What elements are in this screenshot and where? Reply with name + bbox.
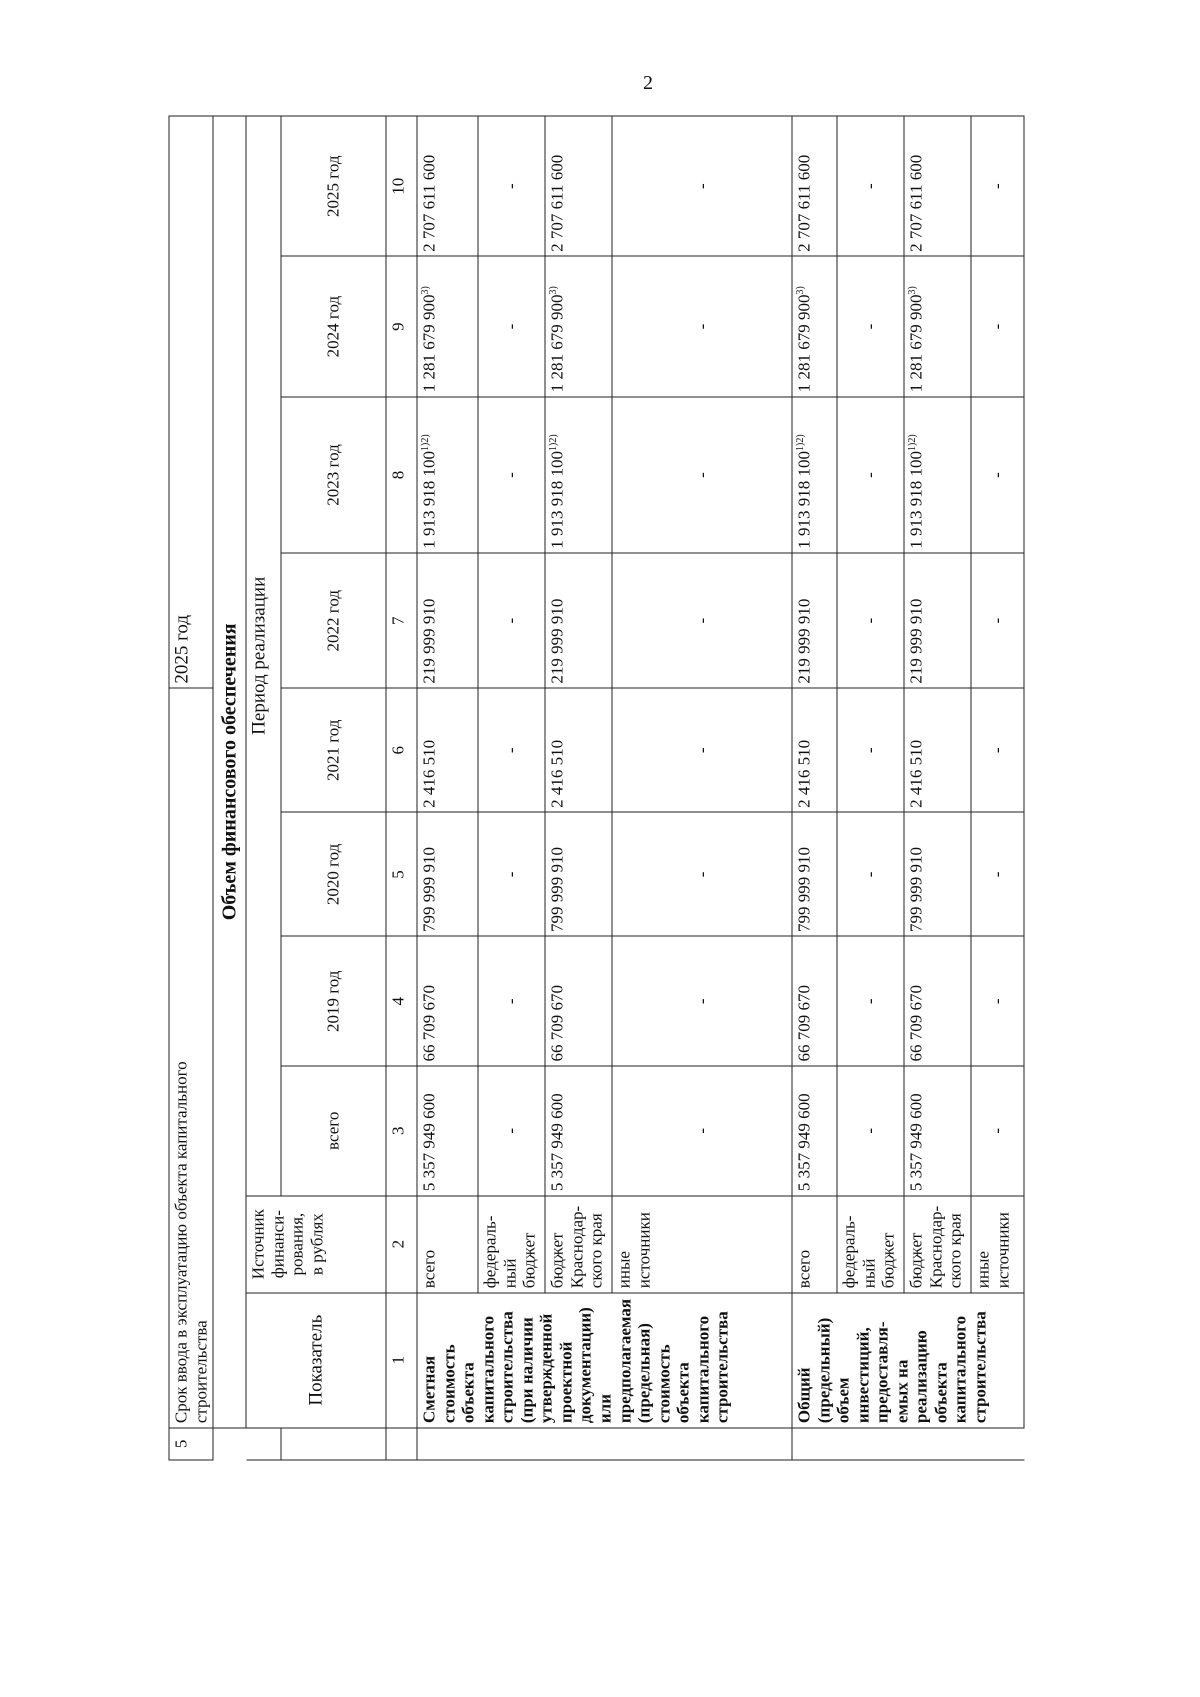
table-row (792, 116, 837, 1460)
value-cell: 1 913 918 $100^{1)2)}$ (792, 397, 837, 554)
value-cell: - (478, 116, 545, 256)
value-cell: - (478, 553, 545, 688)
value-cell: 219 999 910 (904, 553, 971, 688)
column-number-row (386, 116, 417, 1460)
value-cell: 1 281 679 900$^{3)}$ (417, 256, 478, 396)
rotated-table-container (169, 116, 1019, 1461)
value-cell: 5 357 949 600 (545, 1066, 612, 1196)
table-row (478, 116, 545, 1460)
value-cell: 799 999 910 (545, 812, 612, 936)
value-cell: - (971, 937, 1024, 1067)
value-cell: 2 416 510 (904, 688, 971, 812)
value-cell: 1 281 679 900$^{3)}$ (904, 256, 971, 396)
value-cell: - (971, 688, 1024, 812)
source-cell: бюджет Краснодар- ского края (545, 1196, 612, 1293)
value-cell: - (837, 1066, 904, 1196)
value-cell: 66 709 670 (904, 937, 971, 1067)
col-year-header: 2023 год (281, 397, 386, 554)
financing-table (169, 116, 1025, 1461)
value-cell: 219 999 910 (545, 553, 612, 688)
value-cell: 2 707 611 600 (545, 116, 612, 256)
value-cell: 5 357 949 600 (417, 1066, 478, 1196)
value-cell: - (478, 397, 545, 554)
table-row (612, 116, 792, 1460)
page-number: 2 (643, 72, 653, 94)
col-source-header: Источник финанси- рования, в рублях (246, 1196, 386, 1293)
column-number: 7 (386, 553, 417, 688)
col-year-header: 2021 год (281, 688, 386, 812)
source-cell: бюджет Краснодар- ского края (904, 1196, 971, 1293)
value-cell: - (478, 812, 545, 936)
commissioning-row-number: 5 (169, 1428, 213, 1460)
column-number: 3 (386, 1066, 417, 1196)
column-number: 4 (386, 937, 417, 1067)
value-cell: - (478, 256, 545, 396)
col-year-header: 2019 год (281, 937, 386, 1067)
column-number: 6 (386, 688, 417, 812)
source-cell: иные источники (612, 1196, 792, 1293)
value-cell: 2 707 611 600 (792, 116, 837, 256)
value-cell: - (612, 688, 792, 812)
value-cell: 2 707 611 600 (417, 116, 478, 256)
value-cell: 2 416 510 (545, 688, 612, 812)
value-cell: - (971, 256, 1024, 396)
source-cell: федераль- ный бюджет (837, 1196, 904, 1293)
table-title-row (213, 116, 246, 1460)
column-number: 10 (386, 116, 417, 256)
col-year-header: 2022 год (281, 553, 386, 688)
value-cell: 2 707 611 600 (904, 116, 971, 256)
commissioning-value: 2025 год (169, 116, 213, 688)
value-cell: 1 913 918 $100^{1)2)}$ (417, 397, 478, 554)
value-cell: 2 416 510 (417, 688, 478, 812)
value-cell: - (612, 116, 792, 256)
col-total-header: всего (281, 1066, 386, 1196)
value-cell: - (837, 397, 904, 554)
value-cell: - (837, 937, 904, 1067)
indicator-estimated-cost: Сметная стоимость объекта капитального строительства (при наличии утвержденной проектной документации) или предполагаемая (предельная) стоимость объекта капитального строительства (417, 1293, 792, 1428)
value-cell: 66 709 670 (792, 937, 837, 1067)
col-year-header: 2024 год (281, 256, 386, 396)
value-cell: - (837, 256, 904, 396)
value-cell: 799 999 910 (904, 812, 971, 936)
column-number: 1 (386, 1293, 417, 1428)
col-year-header: 2025 год (281, 116, 386, 256)
value-cell: - (612, 812, 792, 936)
value-cell: 1 913 918 $100^{1)2)}$ (904, 397, 971, 554)
value-cell: 66 709 670 (417, 937, 478, 1067)
column-number: 2 (386, 1196, 417, 1293)
column-number: 5 (386, 812, 417, 936)
value-cell: - (971, 116, 1024, 256)
source-cell: всего (417, 1196, 478, 1293)
source-cell: федераль- ный бюджет (478, 1196, 545, 1293)
table-row (904, 116, 971, 1460)
value-cell: - (612, 553, 792, 688)
value-cell: - (837, 688, 904, 812)
value-cell: 5 357 949 600 (904, 1066, 971, 1196)
value-cell: 1 281 679 900$^{3)}$ (792, 256, 837, 396)
value-cell: - (612, 397, 792, 554)
value-cell: 799 999 910 (792, 812, 837, 936)
value-cell: - (837, 812, 904, 936)
value-cell: - (971, 553, 1024, 688)
value-cell: - (971, 397, 1024, 554)
column-number: 9 (386, 256, 417, 396)
table-row (837, 116, 904, 1460)
commissioning-label: Срок ввода в эксплуатацию объекта капитального строительства (169, 688, 213, 1427)
table-row (545, 116, 612, 1460)
value-cell: 2 416 510 (792, 688, 837, 812)
value-cell: - (478, 688, 545, 812)
value-cell: - (478, 937, 545, 1067)
source-cell: иные источники (971, 1196, 1024, 1293)
table-row (417, 116, 478, 1460)
col-year-header: 2020 год (281, 812, 386, 936)
header-row-1 (246, 116, 281, 1460)
col-indicator-header: Показатель (246, 1293, 386, 1428)
value-cell: - (612, 1066, 792, 1196)
commissioning-row (169, 116, 213, 1460)
value-cell: - (971, 1066, 1024, 1196)
value-cell: - (478, 1066, 545, 1196)
value-cell: - (612, 256, 792, 396)
table-row (971, 116, 1024, 1460)
value-cell: 219 999 910 (792, 553, 837, 688)
period-header: Период реализации (246, 116, 281, 1196)
value-cell: 799 999 910 (417, 812, 478, 936)
value-cell: 1 913 918 $100^{1)2)}$ (545, 397, 612, 554)
value-cell: 66 709 670 (545, 937, 612, 1067)
value-cell: - (971, 812, 1024, 936)
source-cell: всего (792, 1196, 837, 1293)
value-cell: 219 999 910 (417, 553, 478, 688)
value-cell: - (612, 937, 792, 1067)
value-cell: - (837, 553, 904, 688)
indicator-total-investment: Общий (предельный) объем инвестиций, предоставля- емых на реализацию объекта капитального строительства (792, 1293, 1024, 1428)
table-title: Объем финансового обеспечения (213, 116, 246, 1428)
value-cell: 5 357 949 600 (792, 1066, 837, 1196)
value-cell: - (837, 116, 904, 256)
value-cell: 1 281 679 900$^{3)}$ (545, 256, 612, 396)
column-number: 8 (386, 397, 417, 554)
